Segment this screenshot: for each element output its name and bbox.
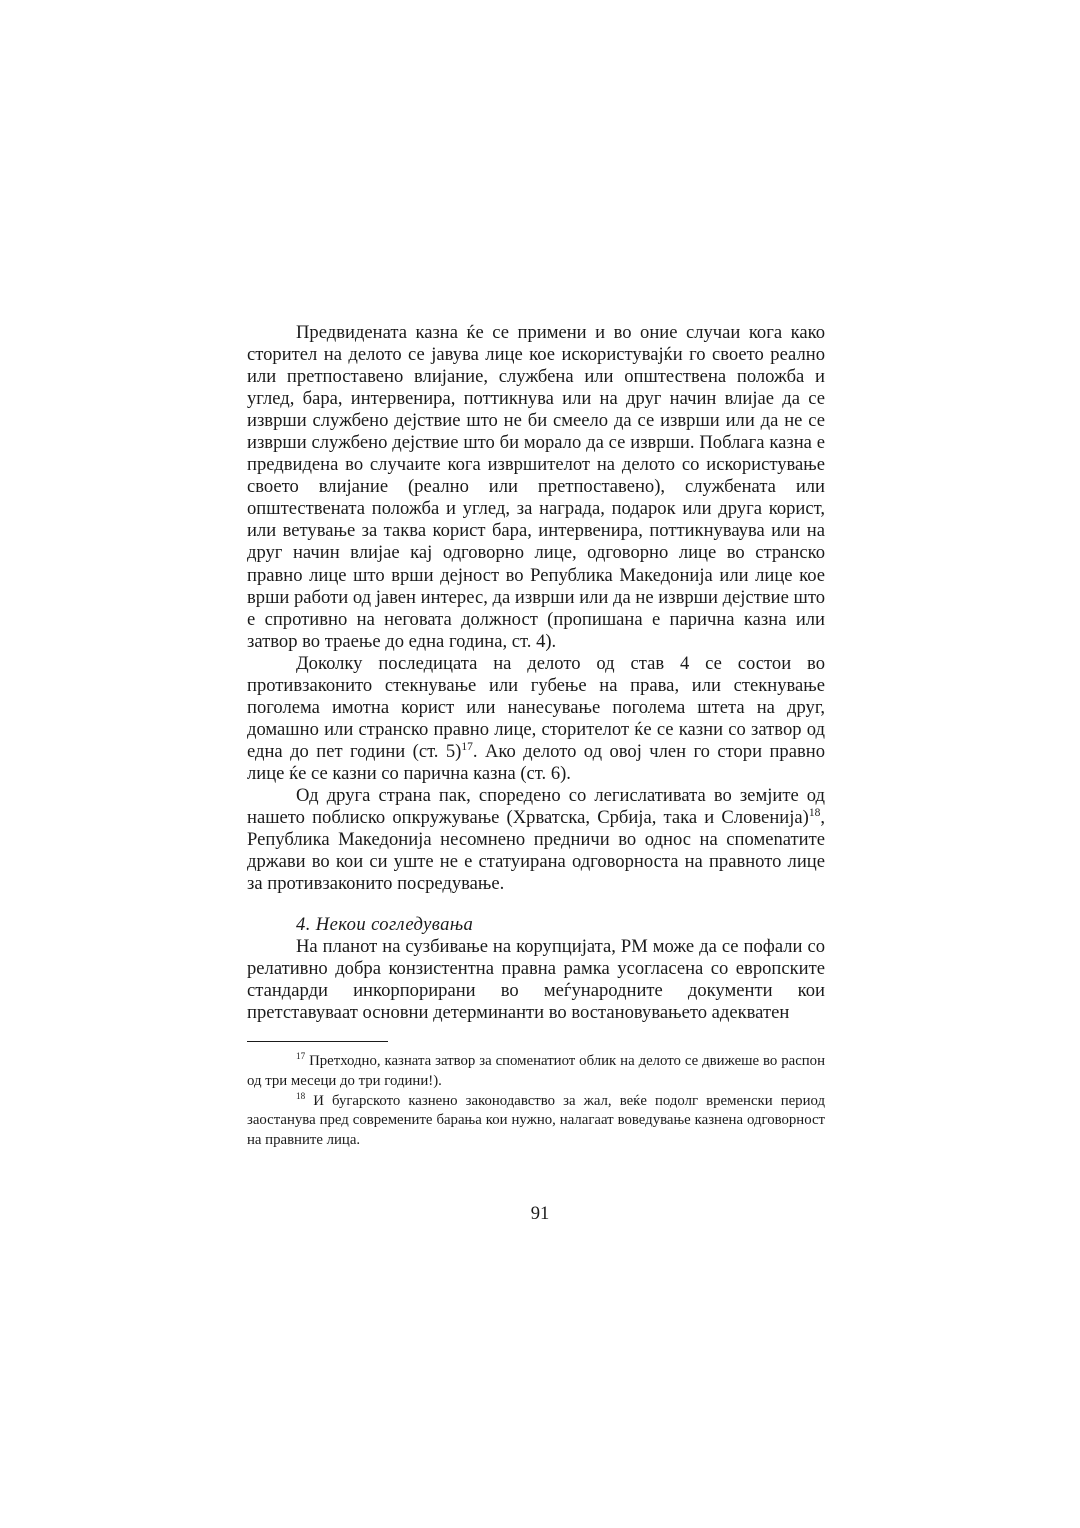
paragraph-2: [247, 653, 825, 785]
section-heading: 4. Некои согледувања: [296, 914, 474, 936]
footnote-17: [247, 1052, 825, 1091]
section-paragraph: На планот на сузбивање на корупцијата, РМ може да се пофали со релативно добра конзистентна правна рамка усогласена со европските стандарди инкорпорирани во меѓународните документи кои претставуваат основни детерминанти во востановувањето адекватен: [247, 936, 825, 1024]
footnote-ref-17[interactable]: 17: [461, 740, 473, 753]
footnote-text: И бугарското казнено законодавство за жал, веќе подолг временски период заостанува пред современите барања кои нужно, налагаат воведување казнена одговорност на правните лица.: [247, 1092, 825, 1148]
footnote-divider: [247, 1041, 388, 1042]
footnotes: [247, 1052, 825, 1150]
paragraph-1: Предвидената казна ќе се примени и во оние случаи кога како сторител на делото се јавува лице кое искористувајќи го своето реално или претпоставено влијание, службена или општествена положба и углед, бара, интервенира, поттикнува или на друг начин влијае да се изврши службено дејствие што не би смеело да се изврши или да не се изврши службено дејствие што би морало да се изврши. Поблага казна е предвидена во случаите кога извршителот на делото со искористување своето влијание (реално или претпоставено), службената или општествената положба и углед, за награда, подарок или друга корист, или ветување за таква корист бара, интервенира, поттикнуваува или на друг начин влијае кај одговорно лице, одговорно лице во странско правно лице што врши дејност во Република Македонија или лице кое врши работи од јавен интерес, да изврши или да не изврши дејствие што е спротивно на неговата должност (пропишана е парична казна или затвор во траење до една година, ст. 4).: [247, 322, 825, 652]
body-text: [247, 322, 825, 895]
page-content: [247, 322, 825, 1150]
paragraph-2-text-end: . Ако делото од овој член го стори правно лице ќе се казни со парична казна (ст. 6).: [247, 740, 825, 784]
footnote-18: [247, 1092, 825, 1151]
paragraph-3: [247, 785, 825, 895]
footnote-number: 18: [296, 1090, 306, 1101]
paragraph-2-text: Доколку последицата на делото од став 4 се состои во противзаконито стекнување или губење на права, или стекнување поголема имотна корист или нанесување поголема штета на друг, домашно или странско правно лице, сторителот ќе се казни со затвор од една до пет години (ст. 5): [247, 652, 825, 762]
paragraph-3-text: Од друга страна пак, споредено со легислативата во земјите од нашето поблиско опкружување (Хрватска, Србија, така и Словенија): [247, 784, 825, 829]
footnote-number: 17: [296, 1051, 306, 1062]
page-number: 91: [530, 1203, 550, 1224]
footnote-ref-18[interactable]: 18: [808, 806, 821, 819]
footnote-text: Претходно, казната затвор за споменатиот облик на делото се движеше во распон од три месеци до три години!).: [247, 1053, 826, 1090]
section-body: [247, 936, 825, 1024]
paragraph-3-text-end: , Република Македонија несомнено предничи во однос на спомenатите држави во кои си уште не е статуирана одговорноста на правното лице за противзаконито посредување.: [247, 807, 825, 895]
